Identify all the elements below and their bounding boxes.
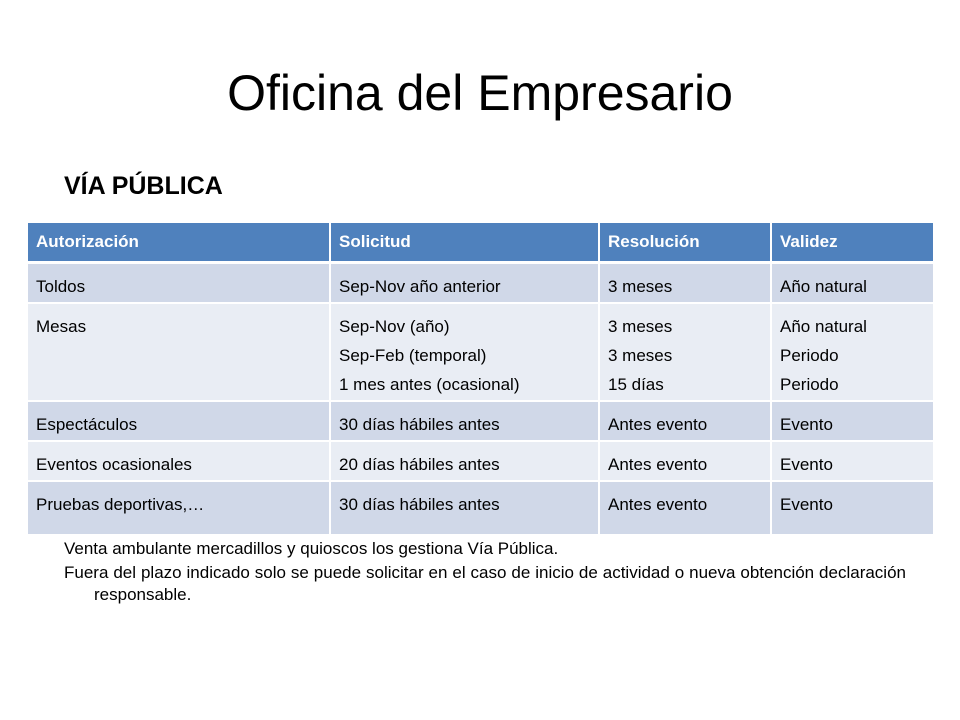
cell-validez	[771, 303, 933, 401]
cell-autorizacion: Toldos	[28, 263, 330, 304]
column-header-autorizacion: Autorización	[28, 223, 330, 263]
cell-line: 1 mes antes (ocasional)	[339, 375, 520, 394]
cell-solicitud	[330, 401, 599, 441]
cell-line: 15 días	[608, 375, 664, 394]
cell-validez	[771, 263, 933, 304]
cell-line: Sep-Nov (año)	[339, 317, 450, 336]
table-row	[28, 481, 933, 534]
cell-autorizacion: Espectáculos	[28, 401, 330, 441]
cell-line: Sep-Feb (temporal)	[339, 346, 487, 365]
cell-line: Evento	[780, 455, 833, 474]
cell-line: Periodo	[780, 346, 839, 365]
column-header-validez: Validez	[771, 223, 933, 263]
procedures-table	[28, 223, 933, 534]
cell-resolucion	[599, 263, 771, 304]
column-header-resolucion: Resolución	[599, 223, 771, 263]
cell-solicitud	[330, 263, 599, 304]
notes-block	[64, 538, 906, 608]
cell-autorizacion: Pruebas deportivas,…	[28, 481, 330, 534]
table-header-row	[28, 223, 933, 263]
table-row	[28, 263, 933, 304]
cell-line: Periodo	[780, 375, 839, 394]
column-header-solicitud: Solicitud	[330, 223, 599, 263]
table-row	[28, 303, 933, 401]
cell-resolucion	[599, 303, 771, 401]
cell-autorizacion: Eventos ocasionales	[28, 441, 330, 481]
cell-autorizacion: Mesas	[28, 303, 330, 401]
cell-solicitud	[330, 481, 599, 534]
cell-solicitud	[330, 303, 599, 401]
cell-line: Año natural	[780, 317, 867, 336]
cell-validez	[771, 441, 933, 481]
cell-validez	[771, 481, 933, 534]
note-fuera-de-plazo: Fuera del plazo indicado solo se puede solicitar en el caso de inicio de actividad o nueva obtención declaración responsable.	[64, 563, 906, 604]
cell-line: Sep-Nov año anterior	[339, 277, 501, 296]
cell-solicitud	[330, 441, 599, 481]
note-venta-ambulante: Venta ambulante mercadillos y quioscos los gestiona Vía Pública.	[64, 539, 559, 558]
section-heading: VÍA PÚBLICA	[64, 172, 223, 200]
cell-resolucion	[599, 481, 771, 534]
cell-line: Evento	[780, 415, 833, 434]
cell-line: 30 días hábiles antes	[339, 415, 500, 434]
cell-resolucion	[599, 441, 771, 481]
cell-line: Antes evento	[608, 455, 708, 474]
table-row	[28, 441, 933, 481]
slide-title: Oficina del Empresario	[227, 65, 733, 121]
cell-line: 3 meses	[608, 277, 673, 296]
cell-line: Evento	[780, 495, 833, 514]
cell-line: Antes evento	[608, 495, 708, 514]
cell-line: Año natural	[780, 277, 867, 296]
cell-line: 30 días hábiles antes	[339, 495, 500, 514]
table-row	[28, 401, 933, 441]
cell-validez	[771, 401, 933, 441]
cell-line: 3 meses	[608, 346, 673, 365]
cell-line: 20 días hábiles antes	[339, 455, 500, 474]
cell-resolucion	[599, 401, 771, 441]
cell-line: Antes evento	[608, 415, 708, 434]
cell-line: 3 meses	[608, 317, 673, 336]
